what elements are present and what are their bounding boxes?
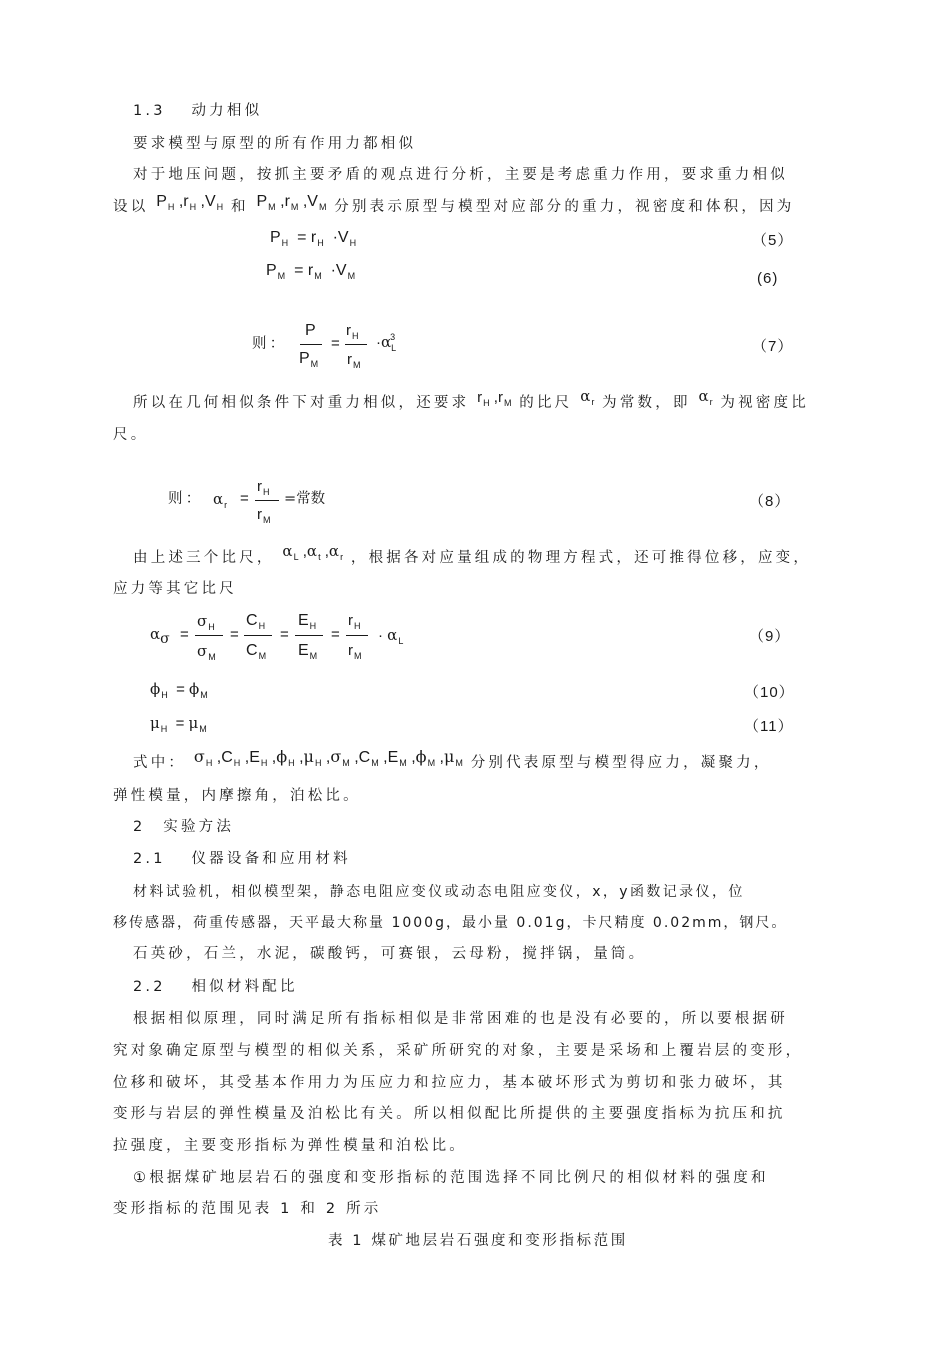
fraction-numerator: $r_H$: [348, 612, 361, 631]
section-title: 动力相似: [191, 103, 263, 119]
alpha-r-symbol: $\alpha_r$: [698, 387, 713, 407]
equals-sign: =: [230, 626, 239, 643]
paragraph: 位移和破坏，其受基本作用力为压应力和拉应力，基本破坏形式为剪切和张力破坏，其: [113, 1075, 786, 1091]
table-caption: 表 1 煤矿地层岩石强度和变形指标范围: [328, 1233, 628, 1249]
fraction-denominator: $E_M$: [298, 642, 318, 661]
paragraph-inline-math: [133, 747, 772, 774]
alpha-l: · $\alpha_L$: [378, 626, 404, 646]
text-fragment: 设以: [113, 199, 149, 215]
section-number: 2: [133, 819, 146, 835]
equation-6: $P_M = r_M \cdot V_M$: [266, 262, 356, 281]
fraction-denominator: $r_M$: [348, 642, 362, 661]
fraction-denominator: $C_M$: [246, 642, 267, 661]
section-title: 实验方法: [163, 819, 235, 835]
paragraph: 要求模型与原型的所有作用力都相似: [133, 136, 417, 152]
equals-sign: =: [280, 626, 289, 643]
fraction-bar: [244, 635, 272, 636]
alpha-l-cubed: $\cdot\alpha_L^3$: [376, 332, 397, 353]
section-heading-2: [133, 817, 234, 837]
text-fragment: 和: [230, 199, 249, 215]
section-heading-2-2: [133, 977, 298, 997]
paragraph: 究对象确定原型与模型的相似关系，采矿所研究的对象，主要是采场和上覆岩层的变形，: [113, 1043, 804, 1059]
equation-label: 则：: [168, 491, 204, 507]
fraction-bar: [295, 635, 323, 636]
fraction-numerator: $E_H$: [298, 612, 317, 631]
paragraph: ①根据煤矿地层岩石的强度和变形指标的范围选择不同比例尺的相似材料的强度和: [133, 1170, 769, 1186]
fraction-bar: [255, 500, 279, 501]
symbol-list: $\sigma_H$ $,C_H$ $,E_H$ $,\phi_H$ $,\mu_H$ $,\sigma_M$ $,C_M$ $,E_M$ $,\phi_M$ $,\mu_M$: [193, 747, 463, 768]
text-fragment: 式中：: [133, 755, 187, 771]
section-title: 仪器设备和应用材料: [191, 851, 351, 867]
paragraph: 根据相似原理，同时满足所有指标相似是非常困难的也是没有必要的，所以要根据研: [133, 1011, 788, 1027]
symbol-group-model: $P_M$ $,r_M$ $,V_M$: [256, 193, 327, 212]
paragraph: 应力等其它比尺: [113, 581, 237, 597]
text-fragment: 所以在几何相似条件下对重力相似，还要求: [133, 395, 470, 411]
fraction-numerator-rh: $r_H$: [257, 478, 270, 497]
symbol-group-alphas: $\alpha_L$ $,\alpha_t$ $,\alpha_r$: [282, 542, 344, 562]
equation-10: $\phi_H = \phi_M$: [150, 680, 208, 700]
fraction-denominator-rm: $r_M$: [257, 506, 271, 525]
equals-sign: =: [180, 626, 189, 643]
fraction-denominator: $\sigma_M$: [197, 642, 216, 662]
section-heading-2-1: [133, 849, 351, 869]
paragraph-inline-math: [133, 387, 809, 414]
alpha-r: $\alpha_r$: [213, 490, 228, 510]
fraction-bar: [300, 344, 322, 345]
paragraph: 材料试验机，相似模型架，静态电阻应变仪或动态电阻应变仪，x，y函数记录仪，位: [133, 884, 745, 900]
text-fragment: 的比尺: [519, 395, 573, 411]
fraction-denominator-rm: $r_M$: [347, 351, 361, 370]
fraction-numerator: $\sigma_H$: [197, 612, 215, 632]
paragraph: 变形指标的范围见表 1 和 2 所示: [113, 1201, 382, 1217]
equation-label: 则：: [252, 336, 288, 352]
equals-sign: =: [331, 626, 340, 643]
equation-number-7: （7）: [752, 338, 794, 355]
equation-number-6: (6): [757, 270, 779, 287]
text-fragment: 为视密度比: [720, 395, 809, 411]
alpha-r-symbol: $\alpha_r$: [580, 387, 595, 407]
text-fragment: 为常数，即: [602, 395, 691, 411]
paragraph: 弹性模量，内摩擦角，泊松比。: [113, 788, 361, 804]
equation-number-9: （9）: [749, 628, 791, 645]
section-number: 1.3: [133, 103, 166, 119]
fraction-bar: [195, 635, 223, 636]
text-fragment: 分别表示原型与模型对应部分的重力，视密度和体积，因为: [334, 199, 795, 215]
fraction-numerator: $C_H$: [246, 612, 266, 631]
fraction-bar: [345, 344, 367, 345]
text-fragment: 分别代表原型与模型得应力，凝聚力，: [470, 755, 772, 771]
equation-11: $\mu_H = \mu_M$: [150, 714, 207, 734]
symbol-group-prototype: $P_H$ $,r_H$ $,V_H$: [156, 193, 224, 212]
fraction-bar: [346, 635, 368, 636]
equation-rhs: =常数: [284, 491, 326, 507]
paragraph: 变形与岩层的弹性模量及泊松比有关。所以相似配比所提供的主要强度指标为抗压和抗: [113, 1106, 786, 1122]
paragraph: 移传感器，荷重传感器，天平最大称量 1000g，最小量 0.01g，卡尺精度 0.02mm，钢尺。: [113, 915, 788, 931]
equation-number-5: （5）: [752, 232, 794, 249]
equals-sign: =: [331, 335, 340, 352]
equals-sign: =: [240, 490, 249, 507]
section-heading-1-3: [133, 101, 262, 121]
equation-number-8: （8）: [749, 493, 791, 510]
section-title: 相似材料配比: [191, 979, 298, 995]
paragraph-inline-math: [113, 193, 795, 218]
paragraph: 对于地压问题，按抓主要矛盾的观点进行分析，主要是考虑重力作用，要求重力相似: [133, 167, 788, 183]
equation-number-11: （11）: [744, 718, 794, 735]
symbol-group-r: $r_H$ $,r_M$: [477, 389, 512, 408]
text-fragment: ，根据各对应量组成的物理方程式，还可推得位移，应变，: [350, 550, 812, 566]
section-number: 2.1: [133, 851, 166, 867]
equation-5: $P_H = r_H \cdot V_H$: [270, 229, 357, 248]
paragraph: 石英砂，石兰，水泥，碳酸钙，可赛银，云母粉，搅拌锅，量筒。: [133, 946, 647, 962]
alpha-sigma: ασ: [150, 625, 170, 647]
fraction-denominator-pm: $P_M$: [299, 350, 319, 369]
text-fragment: 由上述三个比尺，: [133, 550, 275, 566]
paragraph: 尺。: [113, 427, 149, 443]
fraction-numerator-p: P: [305, 322, 316, 339]
paragraph-inline-math: [133, 542, 812, 569]
fraction-numerator-rh: $r_H$: [346, 322, 359, 341]
equation-number-10: （10）: [744, 684, 795, 701]
section-number: 2.2: [133, 979, 166, 995]
paragraph: 拉强度，主要变形指标为弹性模量和泊松比。: [113, 1138, 467, 1154]
